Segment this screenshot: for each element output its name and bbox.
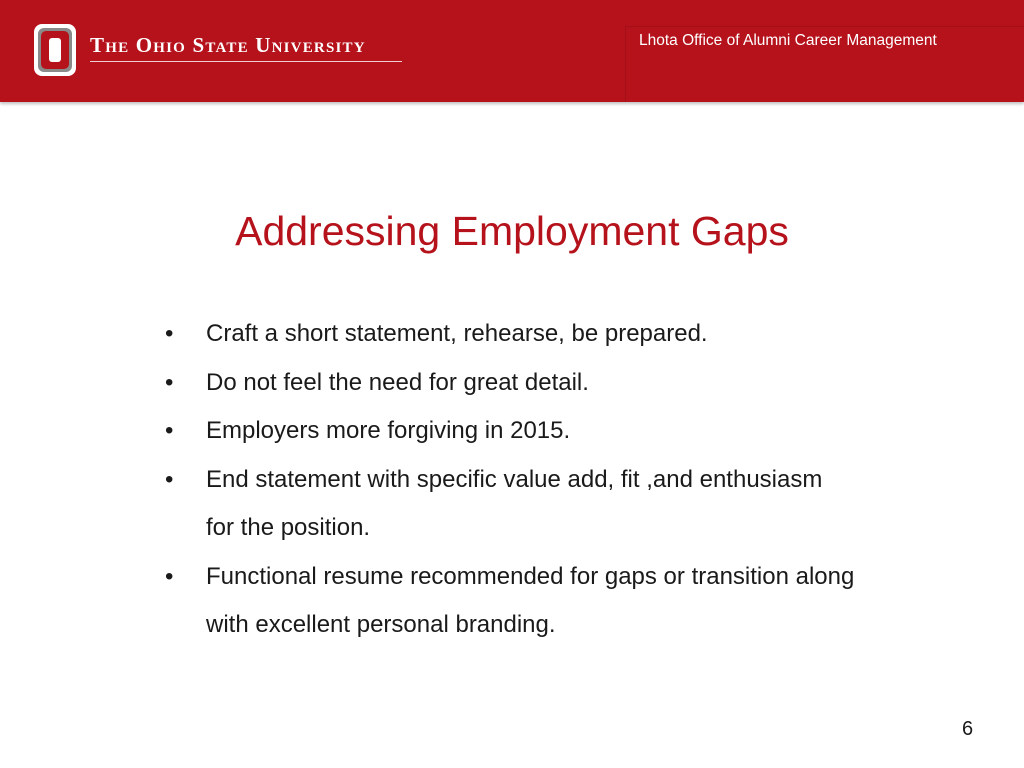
bullet-item [165,359,865,408]
bullet-item [165,456,826,553]
page-number: 6 [962,718,974,740]
bullet-list [165,310,865,650]
bullet-item [165,310,865,359]
bullet-text: Functional resume recommended for gaps or transition along with excellent personal branding. [206,562,855,638]
wordmark-underline [90,61,402,62]
header-bar [0,0,1024,102]
bullet-text: Employers more forgiving in 2015. [206,417,571,444]
university-wordmark: The Ohio State University [90,33,366,57]
bullet-text: End statement with specific value add, fit ,and enthusiasm for the position. [206,465,823,541]
ohio-state-o-logo-icon [33,23,77,77]
bullet-item [165,407,865,456]
bullet-dot: • [165,562,174,590]
slide-title: Addressing Employment Gaps [235,208,789,254]
bullet-text: Do not feel the need for great detail. [206,368,589,396]
bullet-dot: • [165,368,174,396]
bullet-item [165,553,871,650]
bullet-dot: • [165,465,174,493]
bullet-dot: • [165,320,174,347]
bullet-dot: • [165,417,174,444]
bullet-text: Craft a short statement, rehearse, be prepared. [206,320,708,347]
office-title: Lhota Office of Alumni Career Management [639,32,937,49]
